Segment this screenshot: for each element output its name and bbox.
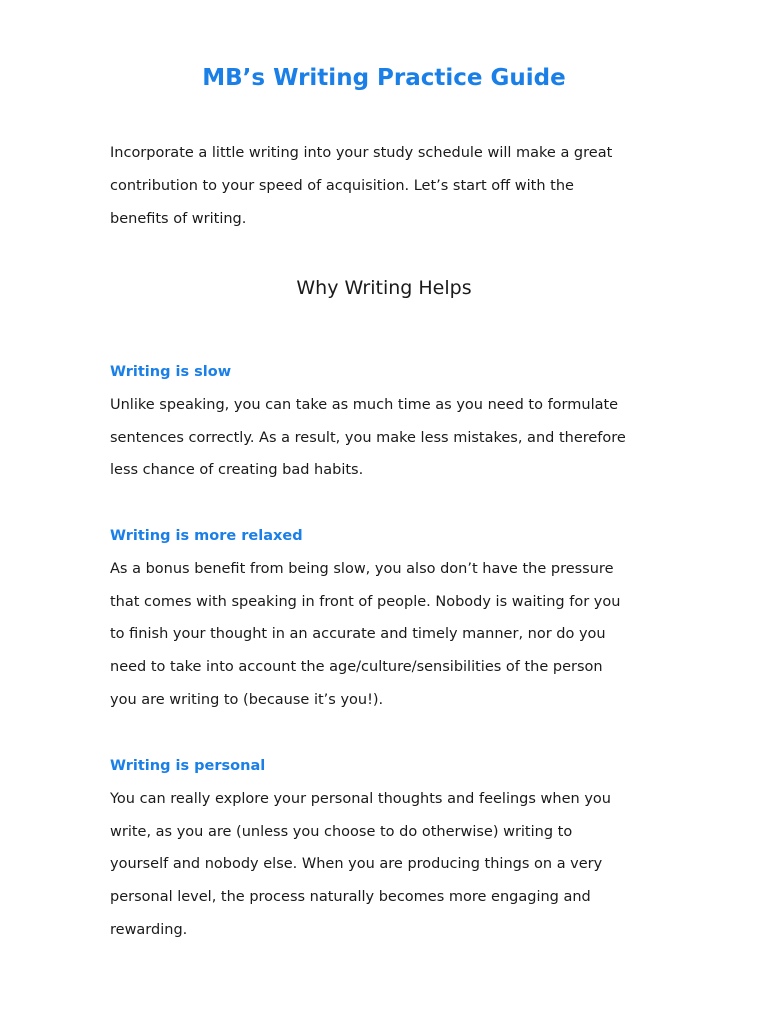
intro-paragraph: Incorporate a little writing into your study schedule will make a great contribution to your speed of acquisition. Let’s start off with the benefits of writing.: [110, 145, 613, 227]
benefit-text: You can really explore your personal thoughts and feelings when you write, as you are (unless you choose to do otherwise) writing to yourself and nobody else. When you are producing things on a very personal level, the process naturally becomes more engaging and rewarding.: [110, 790, 611, 938]
section-heading: Why Writing Helps: [296, 277, 472, 299]
benefit-section-personal: [110, 750, 630, 947]
benefit-title: Writing is personal: [110, 758, 266, 774]
document-title: MB’s Writing Practice Guide: [202, 65, 566, 91]
benefit-section-slow: [110, 356, 630, 487]
benefit-title: Writing is slow: [110, 364, 232, 380]
benefit-title: Writing is more relaxed: [110, 528, 303, 544]
benefit-text: Unlike speaking, you can take as much time as you need to formulate sentences correctly. As a result, you make less mistakes, and therefore less chance of creating bad habits.: [110, 396, 626, 479]
benefit-text: As a bonus benefit from being slow, you also don’t have the pressure that comes with speaking in front of people. Nobody is waiting for you to finish your thought in an accurate and timely manner, nor do you need to take into account the age/culture/sensibilities of the person you are writing to (because it’s you!).: [110, 560, 621, 708]
benefit-section-relaxed: [110, 520, 630, 717]
